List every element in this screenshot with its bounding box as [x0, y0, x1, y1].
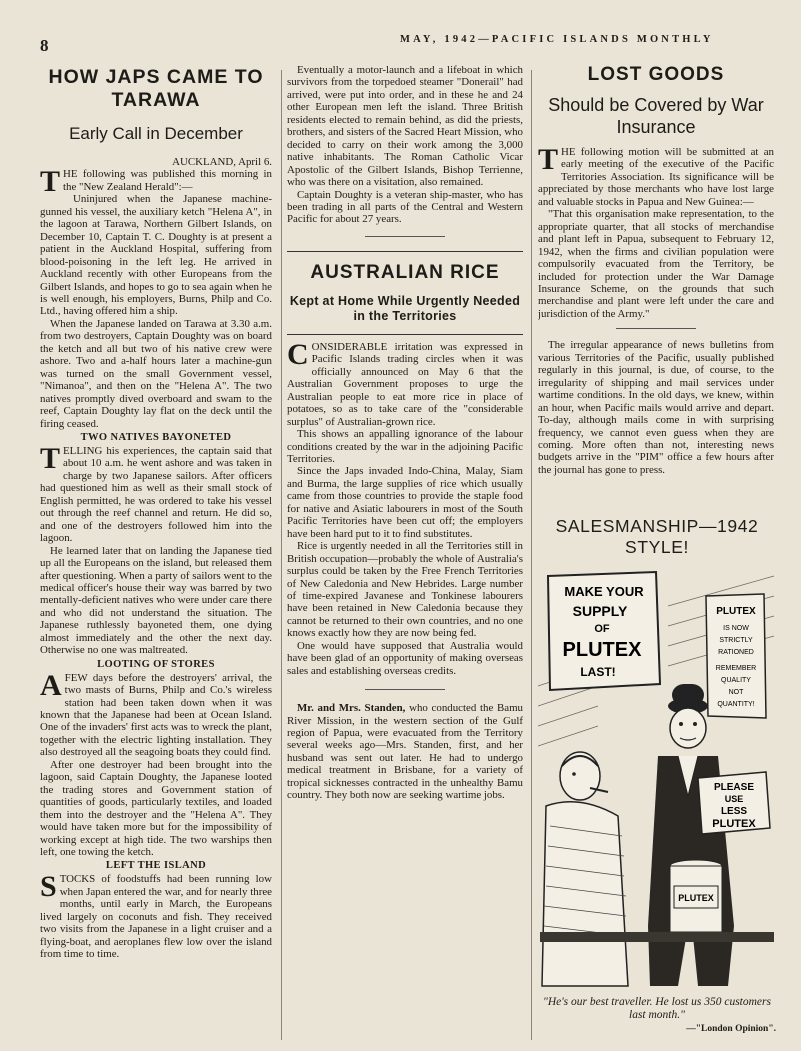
sign2-line3: STRICTLY — [719, 637, 753, 644]
paragraph — [40, 441, 272, 545]
divider — [287, 251, 523, 252]
divider — [616, 328, 696, 329]
divider — [287, 334, 523, 335]
sign2-line2: IS NOW — [723, 625, 749, 632]
running-head: MAY, 1942—PACIFIC ISLANDS MONTHLY — [400, 34, 714, 45]
dropcap: C — [287, 337, 309, 371]
tarawa-headline: HOW JAPS CAME TO TARAWA — [48, 66, 264, 111]
section-heading: LEFT THE ISLAND — [105, 860, 207, 872]
paragraph — [538, 143, 774, 208]
paragraph-text: ONSIDERABLE irritation was expressed in Pacific Islands trading circles when it was officially announced on May 6 that the Australian Government proposes to urge the Australian people to eat more rice in place of potatoes, so as to take care of the "considerable surplus" of Australian-grown rice. — [287, 340, 523, 428]
rice-headline: AUSTRALIAN RICE — [310, 261, 500, 283]
sign2-line7: NOT — [728, 689, 744, 696]
cartoon-illustration — [538, 566, 776, 996]
dropcap: S — [40, 870, 57, 904]
paragraph — [40, 668, 272, 759]
sign2-line8: QUANTITY! — [717, 701, 755, 708]
column-1 — [40, 64, 272, 1044]
paragraph: This shows an appalling ignorance of the labour conditions created by the war in the adjoining Pacific Territories. — [287, 428, 523, 465]
paragraph — [287, 337, 523, 428]
paragraph: Eventually a motor-launch and a lifeboat in which survivors from the torpedoed steamer "Donerail" had arrived, were put into order, and in these he and 24 other European men left the island. Three British residents elected to remain behind, as did the priests, brothers, and sisters of the Sacred Heart Mission, who decided to carry on their work among the 3,000 native inhabitants. The Roman Catholic Vicar Apostolic of the Gilbert Islands, Bishop Terrienne, who was there on a visitation, also remained. — [287, 64, 523, 189]
paragraph-text: HE following was published this morning in the "New Zealand Herald":— — [63, 168, 272, 193]
dateline: AUCKLAND, April 6. — [172, 156, 272, 168]
sign1-line1: MAKE YOUR — [564, 584, 644, 599]
paragraph-text: ELLING his experiences, the captain said that about 10 a.m. he went ashore and was taken in charge by two Japanese sailors. After officers had questioned him as well as their small stock of English permitted, he was ordered to take his vessel out through the reef channel and return. He did so, and one of the destroyers followed him into the lagoon. — [40, 444, 272, 545]
paragraph: He learned later that on landing the Japanese tied up all the Europeans on the island, but released them after questioning. When a party of sailors went to the medical officer's house their way was barred by two mentally-deficient natives who were under care there and who did not understand the situation. The Japanese ruthlessly bayoneted them, one dying almost immediately and the other the next day. Otherwise no one was maltreated. — [40, 544, 272, 657]
sign1-line4: PLUTEX — [562, 639, 642, 661]
rice-subheadline: Kept at Home While Urgently Needed in the Territories — [289, 293, 521, 323]
jar-label: PLUTEX — [678, 893, 714, 903]
column-3 — [538, 62, 774, 500]
paragraph-text: HE following motion will be submitted at an early meeting of the executive of the Pacific Territories Association. Its significance will be appreciated by those merchants who have lost large and valuable stocks in Papua and New Guinea:— — [538, 146, 774, 208]
sign1-line3: OF — [594, 623, 610, 635]
section-heading: TWO NATIVES BAYONETED — [80, 431, 232, 443]
divider — [365, 236, 445, 237]
dropcap: T — [40, 165, 61, 199]
sign3-line2: USE — [724, 794, 744, 804]
page-number: 8 — [40, 36, 49, 55]
dropcap: A — [40, 668, 62, 702]
sign3-line1: PLEASE — [713, 782, 755, 793]
sign1-line5: LAST! — [580, 665, 616, 679]
paragraph: Captain Doughty is a veteran ship-master, who has been trading in all parts of the Central and Western Pacific for about 27 years. — [287, 188, 523, 226]
paragraph: Rice is urgently needed in all the Territories still in British occupation—probably the whole of Australia's surplus could be taken by the Free French Territories of New Caledonia and New Hebrides. Large number of time-expired Javanese and Tonkinese labourers have been retained in New Caledonia because they cannot be returned to their own countries, and no one knows exactly how they are now being fed. — [287, 540, 523, 640]
section-heading: LOOTING OF STORES — [97, 658, 215, 670]
cartoon — [538, 508, 776, 1038]
paragraph: Since the Japs invaded Indo-China, Malay, Siam and Burma, the large supplies of rice which usually came from those countries to provide the staple food for native and Asiatic labourers in most of the South Pacific Territories have been cut off; the employers have been hard put to it to find substitutes. — [287, 465, 523, 540]
column-2 — [287, 64, 523, 1044]
sign2-line1: PLUTEX — [716, 606, 756, 617]
column-rule — [531, 70, 532, 1040]
paragraph: After one destroyer had been brought into the lagoon, said Captain Doughty, the Japanese looted the trading stores and Government station of quantities of goods, particularly textiles, and loaded them into the destroyer and the "Helena A". They would have taken more but for the impossibility of working except at high tide. The two warships then left, one towing the ketch. — [40, 758, 272, 859]
paragraph-text: FEW days before the destroyers' arrival, the two masts of Burns, Philp and Co.'s wireless station had been taken down when it was known that the Japanese had been at Ocean Island. One of the invaders' first acts was to wreck the plant, together with the electric lighting installation. They also destroyed all the seagoing boats they could find. — [40, 671, 272, 759]
standen-name: Mr. and Mrs. Standen, — [297, 702, 406, 715]
tarawa-intro — [40, 165, 272, 199]
plutex-jar — [670, 860, 722, 932]
cartoon-credit: —"London Opinion". — [686, 1024, 776, 1034]
sign2-line5: REMEMBER — [715, 665, 757, 672]
paragraph-text: TOCKS of foodstuffs had been running low when Japan entered the war, and for nearly three months, until early in March, the Europeans lived largely on coconuts and fish. They received two visits from the Japanese in a light cruiser and a flying-boat, and aeroplanes flew low over the island from time to time. — [40, 873, 272, 961]
column-rule — [281, 70, 282, 1040]
lost-goods-subheadline: Should be Covered by War Insurance — [548, 95, 764, 137]
tarawa-subheadline: Early Call in December — [69, 124, 243, 143]
standen-paragraph — [287, 702, 523, 802]
cartoon-title: SALESMANSHIP—1942 STYLE! — [555, 516, 759, 557]
paragraph — [40, 870, 272, 961]
divider — [365, 689, 445, 690]
dropcap: T — [538, 143, 559, 176]
cartoon-caption: "He's our best traveller. He lost us 350 customers last month." — [542, 996, 771, 1021]
sign3-line4: PLUTEX — [712, 818, 756, 830]
paragraph: "That this organisation make representation, to the appropriate quarter, that all stocks of merchandise and plant left in Papua, subsequent to February 12, 1942, when the firms and civilian population were compulsorily evacuated from the Territory, be included for protection under the War Damage Insurance Scheme, on the grounds that such merchandise and plant were left under the care and jurisdiction of the Army." — [538, 208, 774, 320]
dropcap: T — [40, 441, 61, 475]
paragraph: When the Japanese landed on Tarawa at 3.30 a.m. from two destroyers, Captain Doughty was on board the ketch and all but two of his native crew were ashore. Two and a-half hours later a machine-gun was turned on the small Government vessel, "Nimanoa", and then on the "Helena A". The two natives promptly dived overboard and swam to the reef, Captain Doughty lay flat on the deck until the firing ceased. — [40, 317, 272, 430]
sign2-line6: QUALITY — [721, 677, 751, 684]
paragraph: One would have supposed that Australia would have been glad of an opportunity of making overseas sales and establishing overseas credits. — [287, 639, 523, 677]
paragraph-text: who conducted the Bamu River Mission, in the western section of the Gulf region of Papua, were evacuated from the Territory several weeks ago—Mrs. Standen, first, and her husband was sent out later. He had to undergo medical treatment in Brisbane, for a variety of tropical sicknesses contracted in the unhealthy Bamu country. They both now are seeking wartime jobs. — [287, 702, 523, 802]
counter — [540, 932, 774, 942]
sign1-line2: SUPPLY — [572, 603, 628, 619]
sign3-line3: LESS — [720, 806, 748, 817]
paragraph: Uninjured when the Japanese machine-gunned his vessel, the auxiliary ketch "Helena A", in the lagoon at Tarawa, Northern Gilbert Islands, on December 10, Captain T. C. Doughty is at present a patient in the Auckland Hospital, suffering from blood-poisoning in the left leg. He arrived in Auckland recently with other Europeans from the Gilbert Islands, and hopes to go to sea again when he is well enough, his employers, Burns, Philp and Co. Ltd., having offered him a ship. — [40, 193, 272, 318]
paragraph: The irregular appearance of news bulletins from various Territories of the Pacific, usually published regularly in this journal, is due, of course, to the irregularity of shipping and mail services under wartime conditions. In the old days, we knew, within an hour, when Pacific mails would arrive and depart. To-day, although mails come in with surprising frequency, we cannot even guess when they are coming. More often than not, interesting news budgets arrive in the "PIM" office a few hours after the journal has gone to press. — [538, 339, 774, 476]
sign2-line4: RATIONED — [718, 649, 754, 656]
lost-goods-headline: LOST GOODS — [587, 64, 725, 85]
